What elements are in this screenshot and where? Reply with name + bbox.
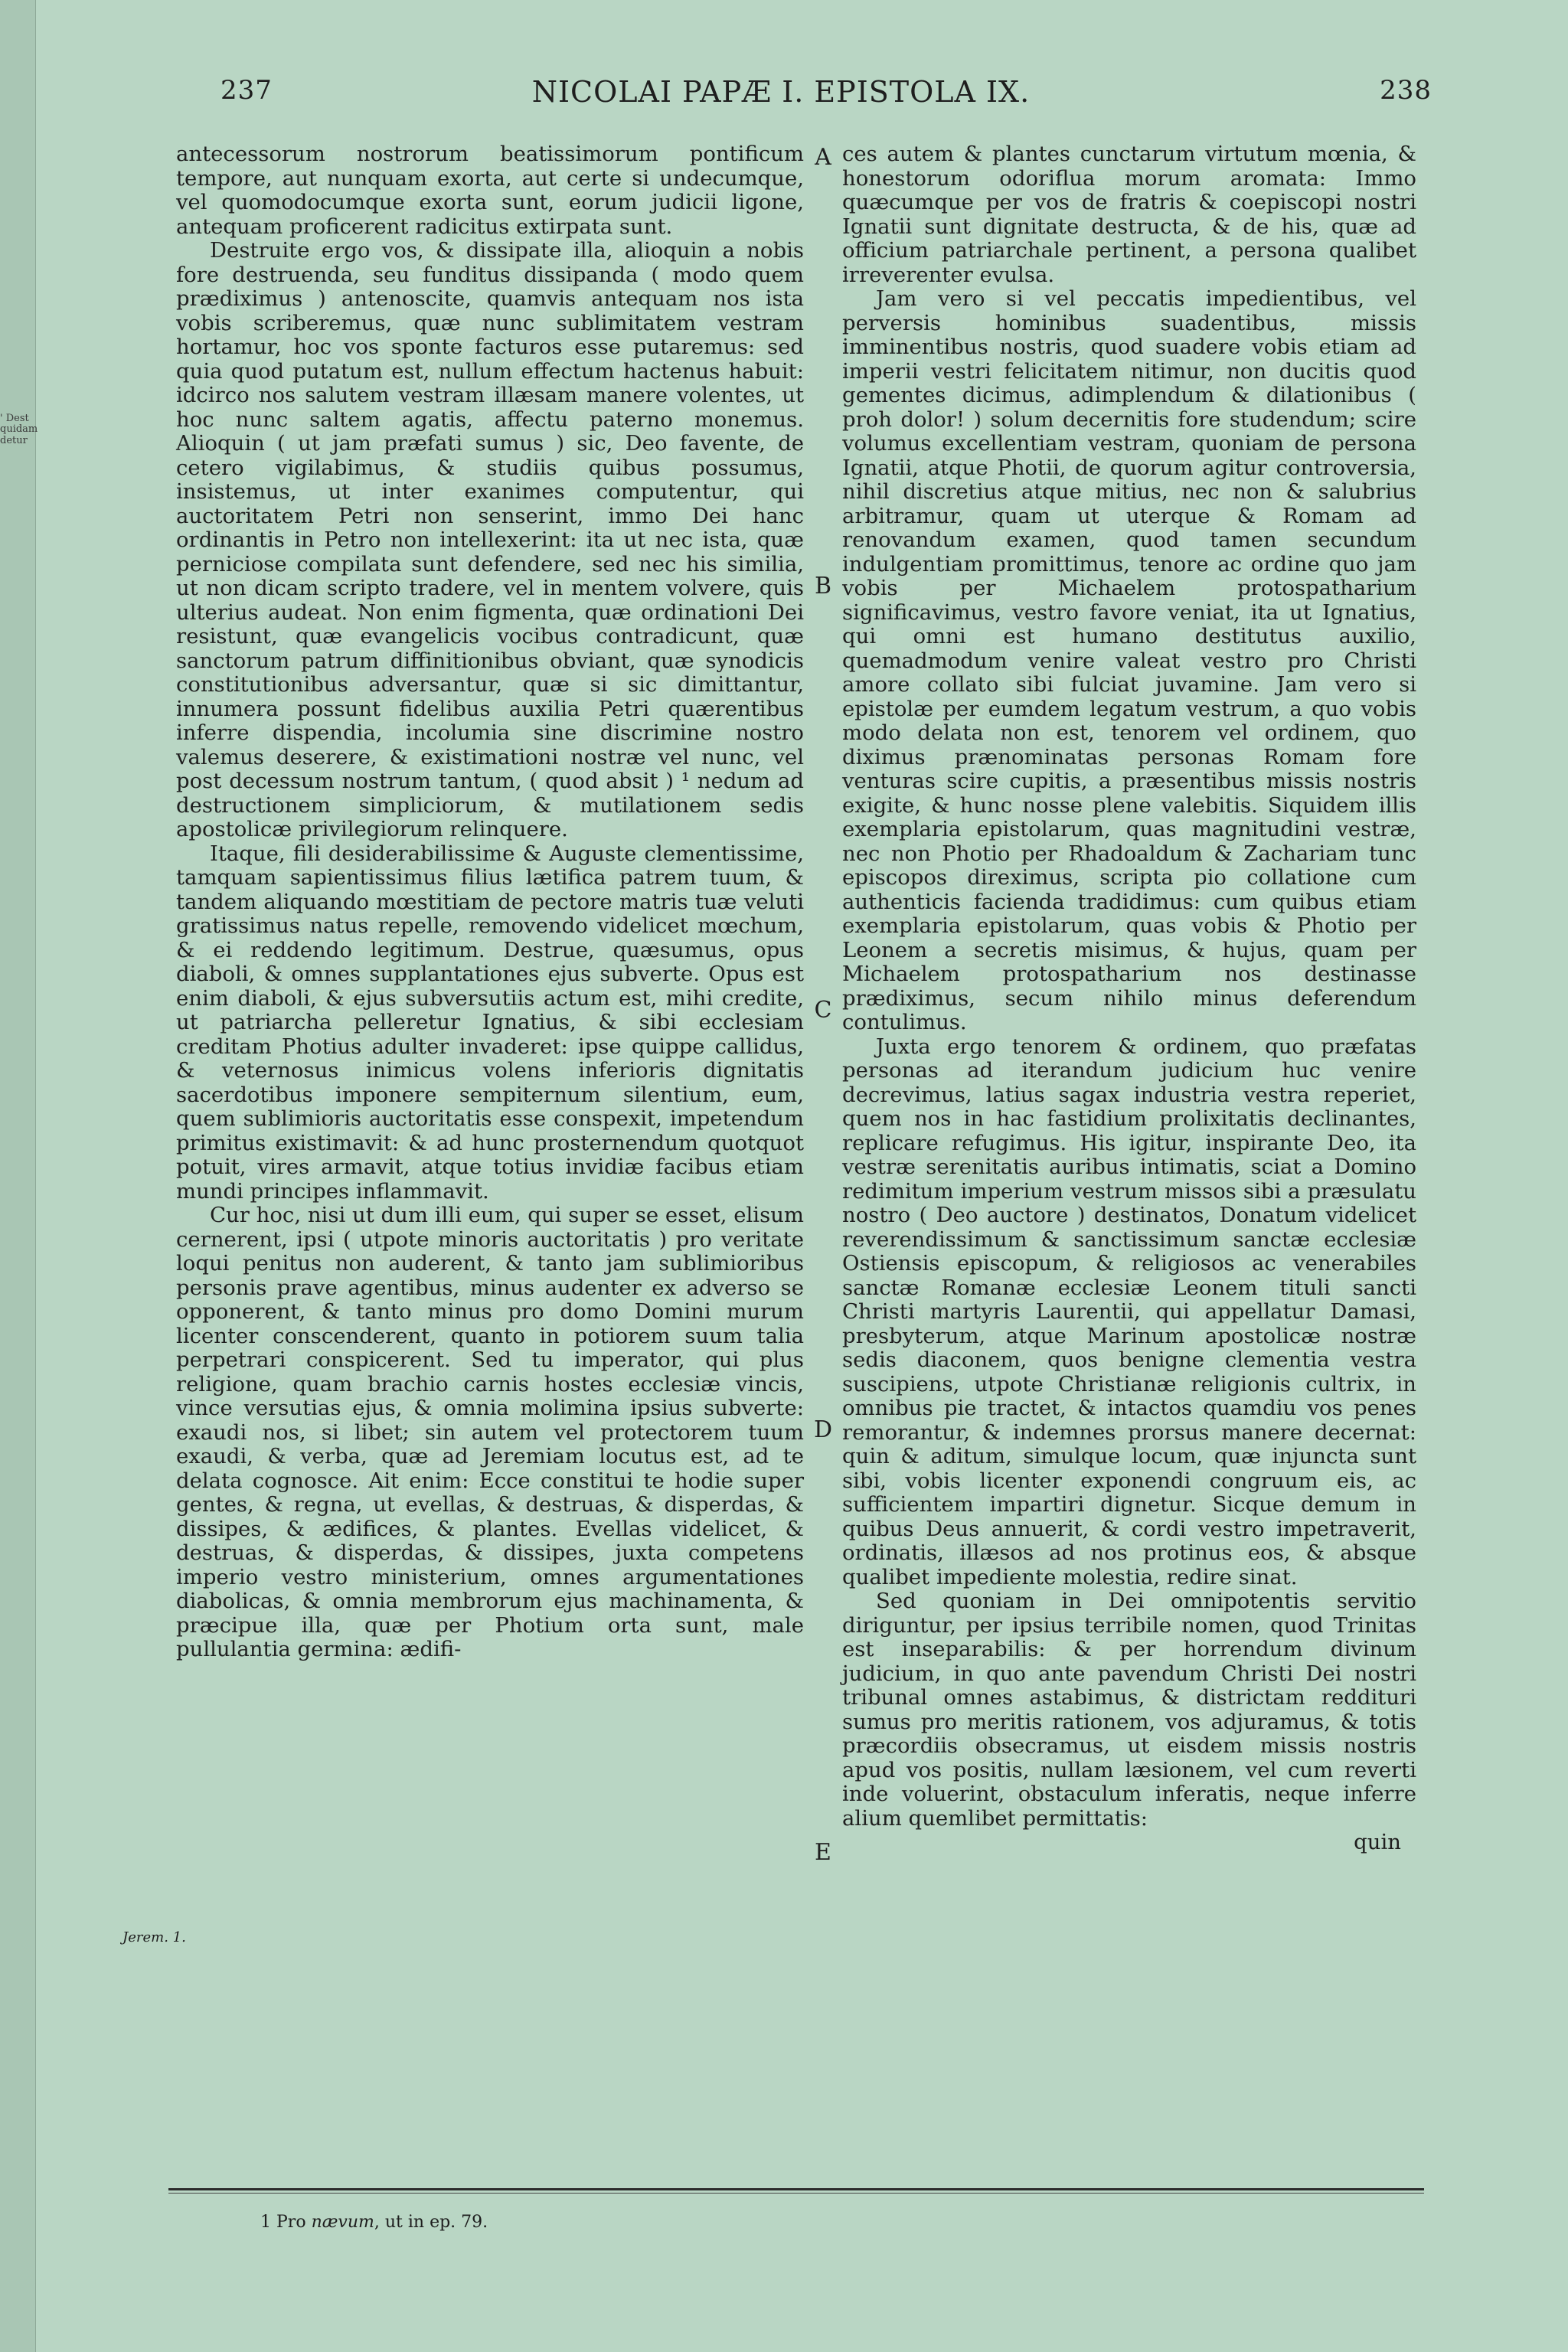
footnote-suffix: , ut in ep. 79.	[374, 2213, 488, 2232]
paragraph: antecessorum nostrorum beatissimorum pontificum tempore, aut nunquam exorta, aut certe si undecumque, vel quomodocumque exorta sunt, eorum judicii ligone, antequam proficerent radicitus extirpata sunt.	[176, 142, 804, 239]
footnote-prefix: Pro	[276, 2213, 306, 2232]
running-head	[138, 67, 1432, 113]
gutter-fragment: ' Dest quidam detur	[0, 413, 38, 446]
paragraph: Cur hoc, nisi ut dum illi eum, qui super se esset, elisum cernerent, ipsi ( utpote minoris auctoritatis ) pro veritate loqui penitus non auderent, & tanto jam sublimioribus personis prave agentibus, minus audenter ex adverso se opponerent, & tanto minus pro domo Domini murum licenter conscenderent, quanto in potiorem suum talia perpetrari conspicerent. Sed tu imperator, qui plus religione, quam brachio carnis hostes ecclesiæ vincis, vince versutias ejus, & omnia molimina ipsius subverte: exaudi nos, si libet; sin autem vel protectorem tuum exaudi, & verba, quæ ad Jeremiam locutus est, ad te delata cognosce. Ait enim: Ecce constitui te hodie super gentes, & regna, ut evellas, & destruas, & disperdas, & dissipes, & ædifices, & plantes. Evellas videlicet, & destruas, & disperdas, & dissipes, juxta competens imperio vestro ministerium, omnes argumentationes diabolicas, & omnia membrorum ejus machinamenta, & præcipue illa, quæ per Photium orta sunt, male pullulantia germina: ædifi-	[176, 1203, 804, 1661]
page-title: NICOLAI PAPÆ I. EPISTOLA IX.	[531, 75, 1031, 109]
page-number-left: 237	[220, 75, 273, 106]
section-letter-b: B	[814, 573, 832, 599]
paragraph: Juxta ergo tenorem & ordinem, quo præfatas personas ad iterandum judicium huc venire decrevimus, latius sagax industria vestra reperiet, quem nos in hac fastidium prolixitatis declinantes, replicare refugimus. His igitur, inspirante Deo, ita vestræ serenitatis auribus intimatis, sciat a Domino redimitum imperium vestrum missos sibi a præsulatu nostro ( Deo auctore ) destinatos, Donatum videlicet reverendissimum & sanctissimum sanctæ ecclesiæ Ostiensis episcopum, & religiosos ac venerabiles sanctæ Romanæ ecclesiæ Leonem tituli sancti Christi martyris Laurentii, qui appellatur Damasi, presbyterum, atque Marinum apostolicæ nostræ sedis diaconem, quos benigne clementia vestra suscipiens, utpote Christianæ religionis cultrix, in omnibus pie tractet, & intactos quamdiu vos penes remorantur, & indemnes prorsus manere decernat: quin & aditum, simulque locum, quæ injuncta sunt sibi, vobis licenter exponendi congruum eis, ac sufficientem impartiri dignetur. Sicque demum in quibus Deus annuerit, & cordi vestro impetraverit, ordinatis, illæsos ad nos protinus eos, & absque qualibet impediente molestia, redire sinat.	[842, 1034, 1416, 1589]
section-letter-d: D	[813, 1416, 833, 1443]
footnote-italic: nævum	[311, 2213, 374, 2232]
section-letter-e: E	[815, 1839, 831, 1866]
binding-strip	[0, 0, 36, 2352]
section-letter-c: C	[814, 997, 832, 1024]
margin-note: Jerem. 1.	[122, 1929, 186, 1945]
page-number-right: 238	[1380, 75, 1432, 106]
paragraph: Sed quoniam in Dei omnipotentis servitio diriguntur, per ipsius terribile nomen, quod Trinitas est inseparabilis: & per horrendum divinum judicium, in quo ante pavendum Christi Dei nostri tribunal omnes astabimus, & districtam reddituri sumus pro meritis rationem, vos adjuramus, & totis præcordiis obsecramus, ut eisdem missis nostris apud vos positis, nullam læsionem, vel cum reverti inde voluerint, obstaculum inferatis, neque inferre alium quemlibet permittatis:	[842, 1589, 1416, 1831]
footnote-marker: 1	[260, 2213, 271, 2232]
catchword: quin	[1354, 1830, 1401, 1854]
paragraph: Destruite ergo vos, & dissipate illa, alioquin a nobis fore destruenda, seu funditus dissipanda ( modo quem prædiximus ) antenoscite, quamvis antequam nos ista vobis scriberemus, quæ nunc sublimitatem vestram hortamur, hoc vos sponte facturos esse putaremus: sed quia quod putatum est, nullum effectum hactenus habuit: idcirco nos salutem vestram illæsam manere volentes, ut hoc nunc saltem agatis, affectu paterno monemus. Alioquin ( ut jam præfati sumus ) sic, Deo favente, de cetero vigilabimus, & studiis quibus possumus, insistemus, ut inter exanimes computentur, qui auctoritatem Petri non senserint, immo Dei hanc ordinantis in Petro non intellexerint: ita ut nec ista, quæ perniciose compilata sunt defendere, sed nec his similia, ut non dicam scripto tradere, vel in mentem volvere, quis ulterius audeat. Non enim figmenta, quæ ordinationi Dei resistunt, quæ evangelicis vocibus contradicunt, quæ sanctorum patrum diffinitionibus obviant, quæ synodicis constitutionibus adversantur, quæ si sic dimittantur, innumera possunt fidelibus auxilia Petri quærentibus inferre dispendia, incolumia sine discrimine nostro valemus deserere, & existimationi nostræ vel nunc, vel post decessum nostrum tantum, ( quod absit ) ¹ nedum ad destructionem simpliciorum, & mutilationem sedis apostolicæ privilegiorum relinquere.	[176, 238, 804, 841]
section-letter-a: A	[815, 144, 831, 171]
paragraph: ces autem & plantes cunctarum virtutum mœnia, & honestorum odoriflua morum aromata: Immo quæcumque per vos de fratris & coepiscopi nostri Ignatii sunt dignitate destructa, & de his, quæ ad officium patriarchale pertinent, a persona qualibet irreverenter evulsa.	[842, 142, 1416, 287]
paragraph: Itaque, fili desiderabilissime & Auguste clementissime, tamquam sapientissimus filius lætifica patrem tuum, & tandem aliquando mœstitiam de pectore matris tuæ veluti gratissimus natus repelle, removendo videlicet mœchum, & ei reddendo legitimum. Destrue, quæsumus, opus diaboli, & omnes supplantationes ejus subverte. Opus est enim diaboli, & ejus subversutiis actum est, mihi credite, ut patriarcha pelleretur Ignatius, & sibi ecclesiam creditam Photius adulter invaderet: ipse quippe callidus, & veternosus inimicus volens inferioris dignitatis sacerdotibus imponere sempiternum silentium, eum, quem sublimioris auctoritatis esse conspexit, impetendum primitus existimavit: & ad hunc prosternendum quotquot potuit, vires armavit, atque totius invidiæ facibus etiam mundi principes inflammavit.	[176, 841, 804, 1204]
footer-rule	[168, 2188, 1424, 2190]
left-column	[176, 142, 804, 1662]
paragraph: Jam vero si vel peccatis impedientibus, vel perversis hominibus suadentibus, missis imminentibus nostris, quod suadere vobis etiam ad imperii vestri felicitatem nitimur, non ducitis quod gementes dicimus, adimplendum & dilationibus ( proh dolor! ) solum decernitis fore studendum; scire volumus excellentiam vestram, quoniam de persona Ignatii, atque Photii, de quorum agitur controversia, nihil discretius atque mitius, nec non & salubrius arbitramur, quam ut uterque & Romam ad renovandum examen, quod tamen secundum indulgentiam promittimus, tenore ac ordine quo jam vobis per Michaelem protospatharium significavimus, vestro favore veniat, ita ut Ignatius, qui omni est humano destitutus auxilio, quemadmodum venire valeat vestro pro Christi amore collato sibi fulciat juvamine. Jam vero si epistolæ per eumdem legatum vestrum, a quo vobis modo delata non est, tenorem vel ordinem, quo diximus prænominatas personas Romam fore venturas scire cupitis, a præsentibus missis nostris exigite, & hunc nosse plene valebitis. Siquidem illis exemplaria epistolarum, quas magnitudini vestræ, nec non Photio per Rhadoaldum & Zachariam tunc episcopos direximus, scripta pio collatione cum authenticis facienda tradidimus: cum quibus etiam exemplaria epistolarum, quas vobis & Photio per Leonem a secretis misimus, & hujus, quam per Michaelem protospatharium nos destinasse prædiximus, secum nihilo minus deferendum contulimus.	[842, 286, 1416, 1034]
page	[54, 46, 1545, 2312]
right-column	[842, 142, 1416, 1855]
footnote	[260, 2213, 488, 2232]
footer-rule-thin	[168, 2193, 1424, 2194]
